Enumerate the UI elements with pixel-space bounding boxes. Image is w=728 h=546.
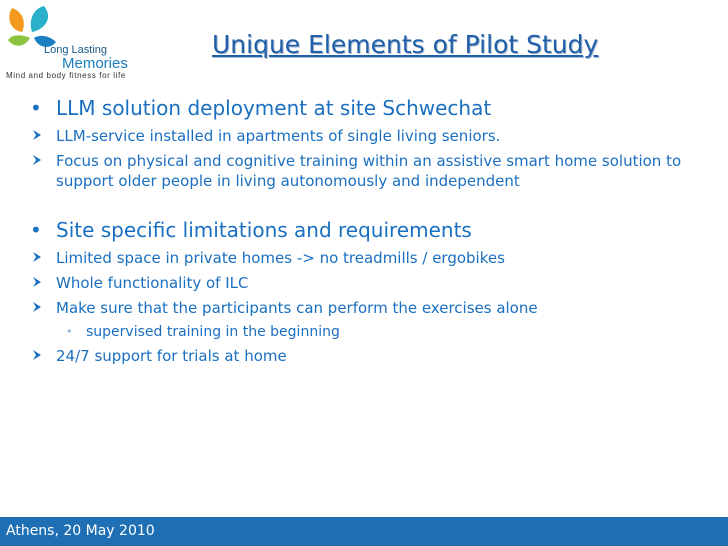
dot-bullet-icon: •: [30, 218, 42, 242]
slide-content: [24, 96, 704, 371]
arrow-bullet-icon: [24, 298, 56, 318]
list-item: [24, 126, 704, 146]
logo-name-line-2: Memories: [62, 55, 128, 72]
list-item-text: 24/7 support for trials at home: [56, 347, 287, 365]
list-item: [24, 273, 704, 293]
list-item-text: Limited space in private homes -> no treadmills / ergobikes: [56, 249, 505, 267]
dot-bullet-icon: •: [66, 325, 73, 338]
logo-name-line-1: Long Lasting: [44, 44, 107, 56]
list-item: [24, 298, 704, 318]
arrow-bullet-icon: [24, 248, 56, 268]
arrow-bullet-icon: [24, 126, 56, 146]
section-heading: [24, 96, 704, 120]
list-item: [24, 248, 704, 268]
logo: [4, 4, 164, 80]
section-heading-text: Site specific limitations and requirements: [56, 218, 472, 242]
list-item-text: Make sure that the participants can perform the exercises alone: [56, 299, 538, 317]
footer-bar: [0, 517, 728, 546]
arrow-bullet-icon: [24, 151, 56, 171]
dot-bullet-icon: •: [30, 96, 42, 120]
footer-text: Athens, 20 May 2010: [6, 523, 155, 539]
list-item-text: LLM-service installed in apartments of single living seniors.: [56, 127, 501, 145]
section-heading: [24, 218, 704, 242]
sub-list-item-text: supervised training in the beginning: [86, 324, 340, 340]
sub-list-item: [24, 323, 704, 341]
list-item: [24, 346, 704, 366]
arrow-bullet-icon: [24, 273, 56, 293]
list-item: [24, 151, 704, 191]
section-heading-text: LLM solution deployment at site Schwechat: [56, 96, 492, 120]
slide-title: Unique Elements of Pilot Study: [212, 30, 599, 59]
list-item-text: Whole functionality of ILC: [56, 274, 249, 292]
logo-tagline: Mind and body fitness for life: [6, 71, 126, 80]
list-item-text: Focus on physical and cognitive training within an assistive smart home solution to support older people in living autonomously and independent: [56, 152, 682, 190]
arrow-bullet-icon: [24, 346, 56, 366]
